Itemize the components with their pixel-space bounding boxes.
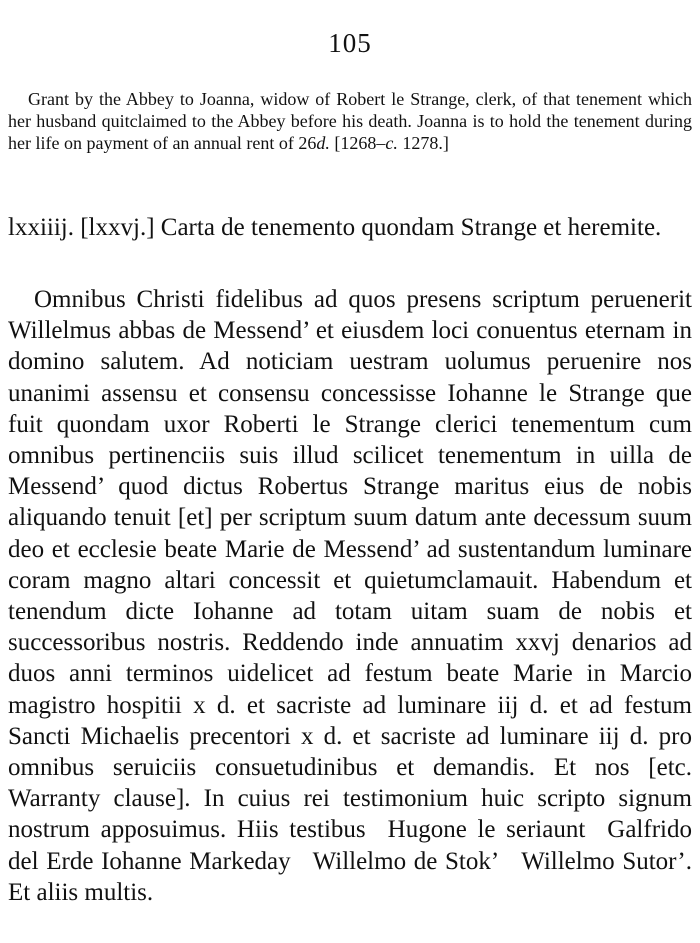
english-summary [8,88,692,154]
charter-closing: Et aliis multis. [8,878,154,906]
charter-text [8,284,692,908]
summary-date-open: [1268– [329,133,386,153]
witness-name: Galfrido del Erde [8,816,692,875]
summary-pence-abbreviation: d. [316,133,330,153]
witness-name: Iohanne Markeday [101,847,291,875]
summary-circa-abbreviation: c. [385,133,398,153]
charter-heading: lxxiiij. [lxxvj.] Carta de tenemento quondam Strange et heremite. [8,214,662,241]
page-number: 105 [328,28,372,58]
charter-main-text: Omnibus Christi fidelibus ad quos presens scriptum peruenerit Willelmus abbas de Messend’ et eiusdem loci conuentus eternam in domino salutem. Ad noticiam uestram uolumus peruenire nos unanimi assensu et consensu concessisse Iohanne le Strange que fuit quondam uxor Roberti le Strange clerici tenementum cum omnibus pertinenciis suis illud scilicet tenementum in uilla de Messend’ quod dictus Robertus Strange maritus eius de nobis aliquando tenuit [et] per scriptum suum datum ante decessum suum deo et ecclesie beate Marie de Messend’ ad sustentandum luminare coram magno altari concessit et quietumclamauit. Habendum et tenendum dicte Iohanne ad totam uitam suam de nobis et successoribus nostris. Reddendo inde annuatim xxvj denarios ad duos anni terminos uidelicet ad festum beate Marie in Marcio magistro hospitii x d. et sacriste ad luminare iij d. et ad festum Sancti Michaelis precentori x d. et sacriste ad luminare iij d. pro omnibus seruiciis consuetudinibus et demandis. Et nos [etc. Warranty clause]. In cuius rei testimonium huic scripto signum nostrum apposuimus. Hiis testibus [8,286,692,844]
witness-name: Hugone le seriaunt [387,816,586,844]
summary-text: Grant by the Abbey to Joanna, widow of Robert le Strange, clerk, of that tenement which her husband quitclaimed to the Abbey before his death. Joanna is to hold the tenement during her life on payment of an annual rent of 26 [8,89,692,153]
summary-date-close: 1278.] [397,133,449,153]
witness-name: Willelmo de Stok’ [312,847,500,875]
witness-name: Willelmo Sutor’. [521,847,692,875]
